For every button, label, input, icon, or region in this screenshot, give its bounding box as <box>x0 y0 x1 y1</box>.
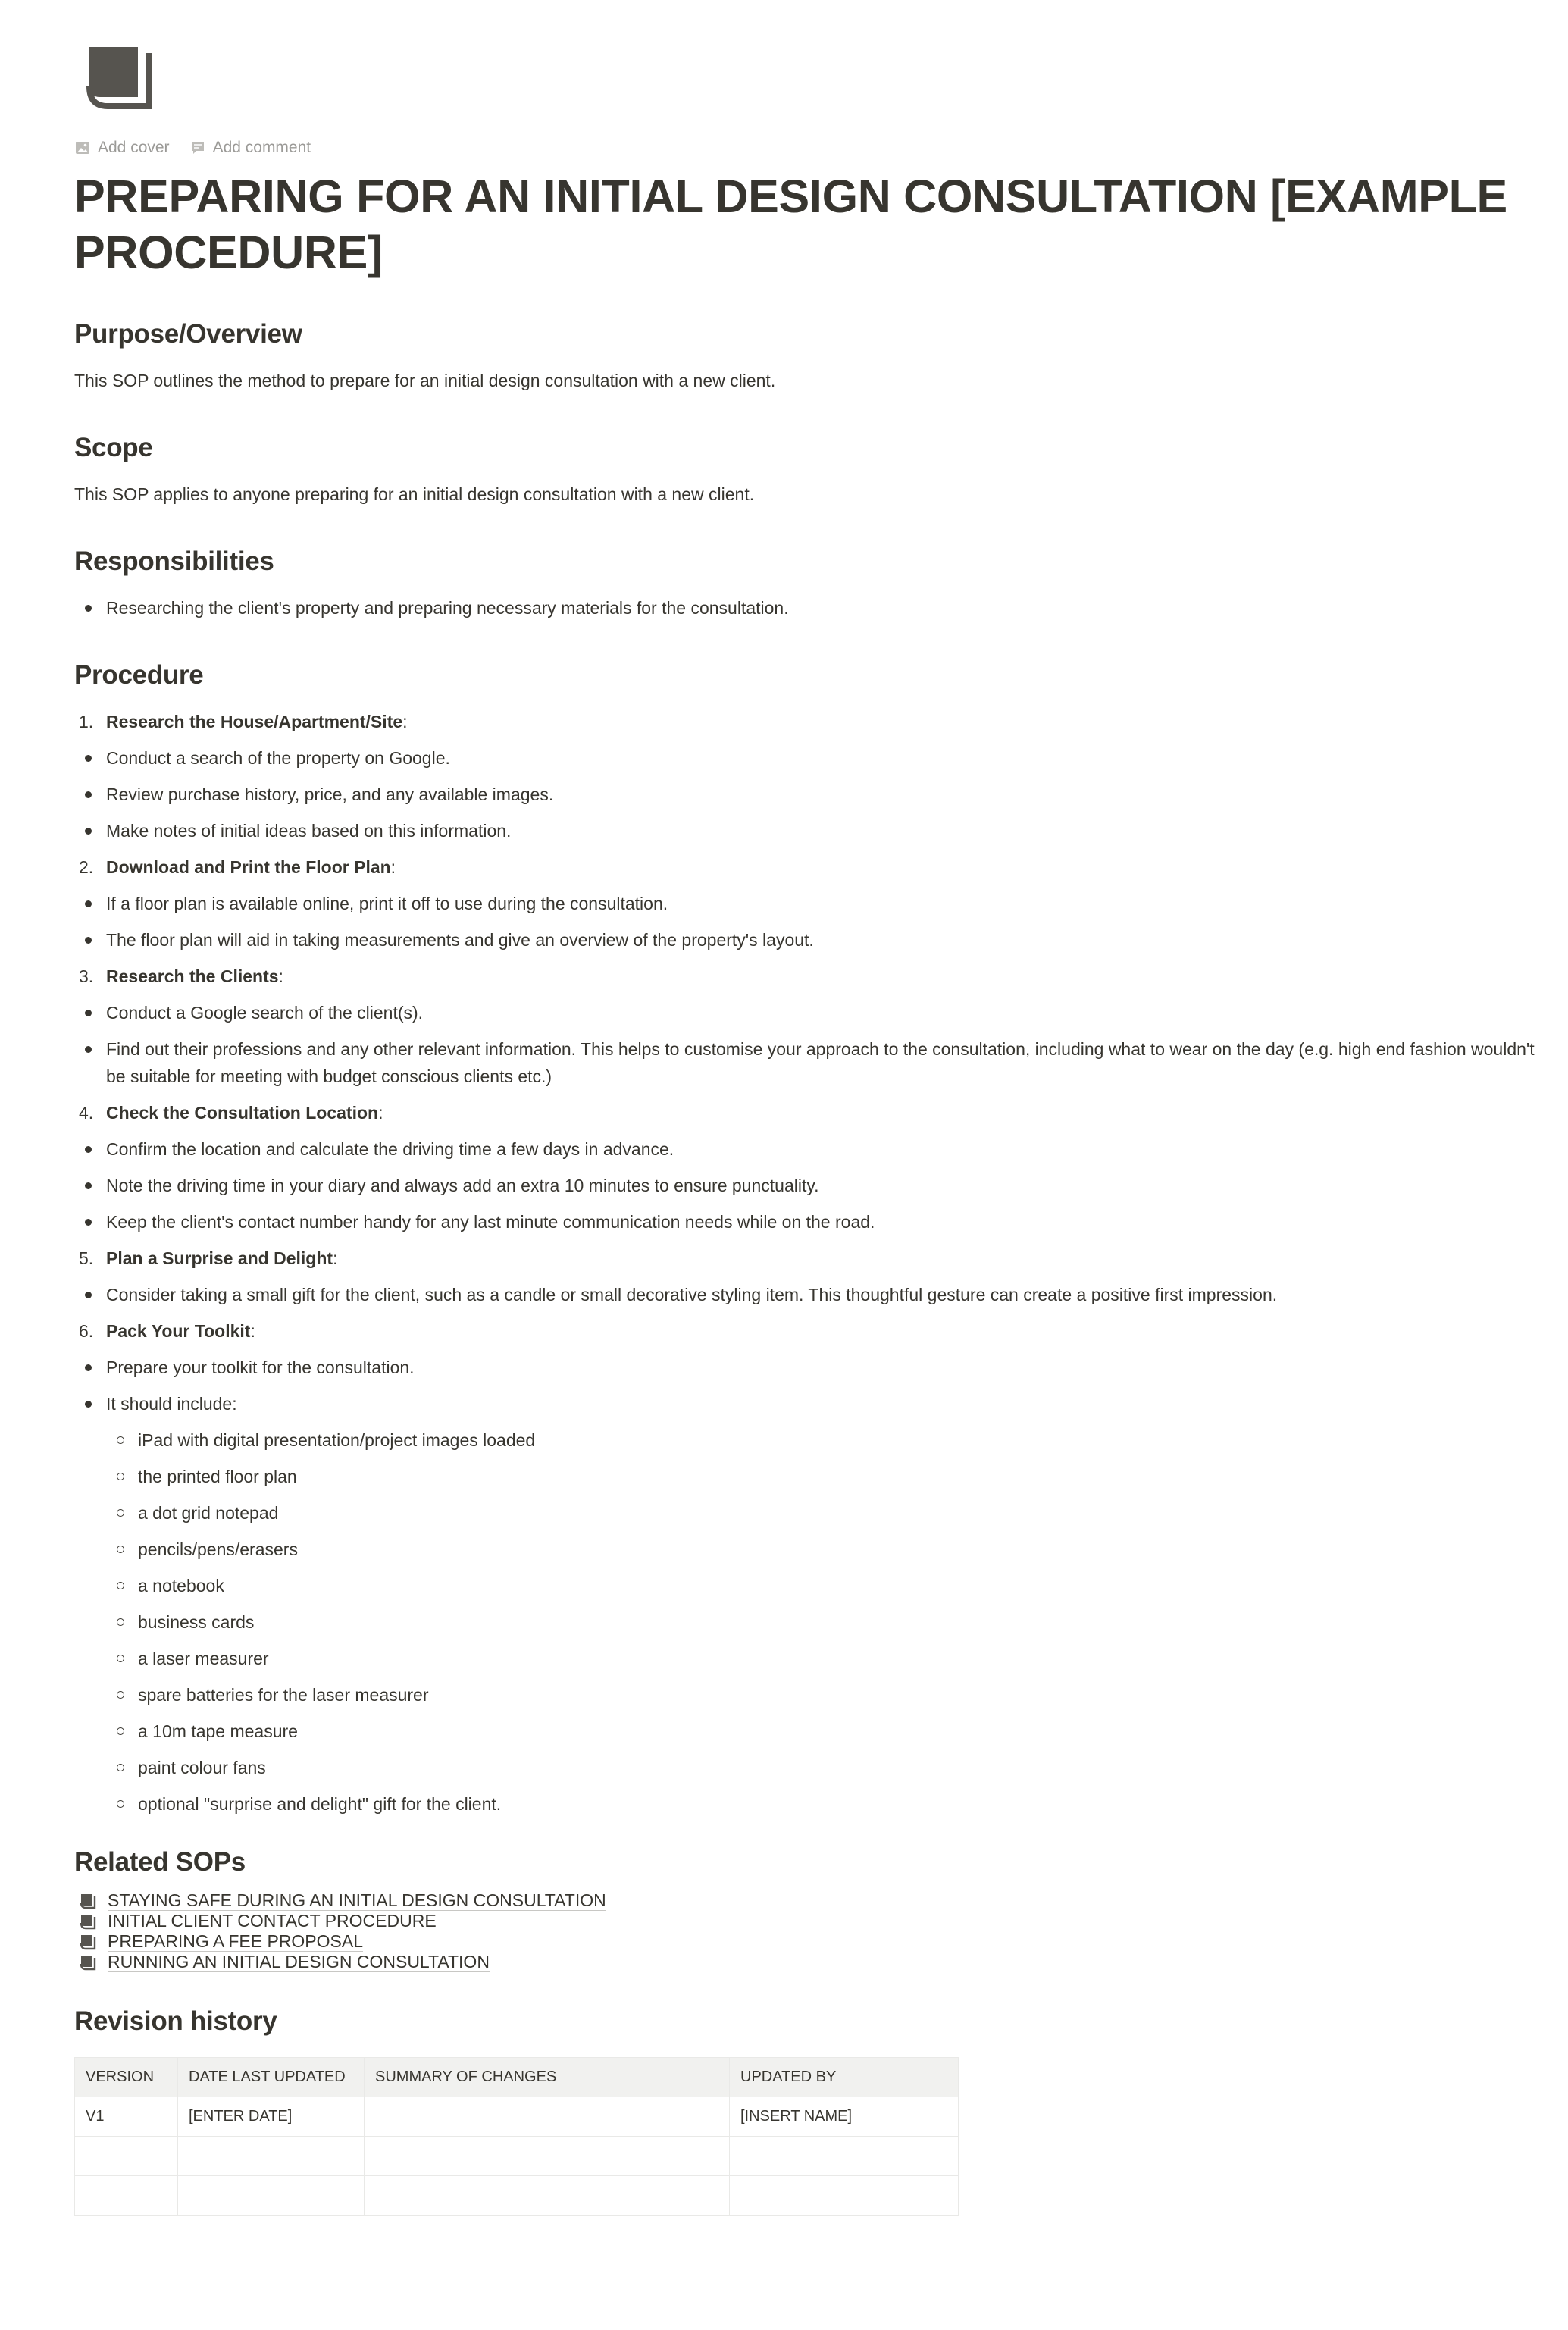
step-title: Check the Consultation Location <box>106 1103 379 1123</box>
table-row <box>75 2097 959 2137</box>
table-cell[interactable]: [ENTER DATE] <box>178 2097 365 2137</box>
list-item: Note the driving time in your diary and always add an extra 10 minutes to ensure punctuality. <box>74 1167 1545 1204</box>
add-cover-button[interactable] <box>74 139 170 157</box>
responsibilities-list <box>74 590 1545 626</box>
add-comment-button[interactable] <box>189 139 311 157</box>
image-icon <box>74 139 91 156</box>
procedure-heading: Procedure <box>74 660 204 690</box>
related-link-label: RUNNING AN INITIAL DESIGN CONSULTATION <box>108 1952 490 1971</box>
table-cell[interactable] <box>178 2137 365 2176</box>
table-cell[interactable] <box>75 2176 178 2216</box>
purpose-heading: Purpose/Overview <box>74 319 302 349</box>
responsibilities-heading: Responsibilities <box>74 546 274 576</box>
add-comment-label: Add comment <box>212 139 311 156</box>
table-cell[interactable]: [INSERT NAME] <box>730 2097 959 2137</box>
step-title: Download and Print the Floor Plan <box>106 857 391 877</box>
page-icon <box>79 1933 97 1951</box>
document-stack-icon <box>85 42 153 114</box>
list-item: Researching the client's property and preparing necessary materials for the consultation. <box>74 590 1545 626</box>
page-icon <box>79 1892 97 1910</box>
toolkit-list <box>106 1422 1545 1822</box>
column-header: UPDATED BY <box>730 2058 959 2097</box>
list-item: Confirm the location and calculate the driving time a few days in advance. <box>74 1131 1545 1167</box>
add-cover-label: Add cover <box>98 139 170 156</box>
step-number: 2. <box>79 857 94 877</box>
related-link[interactable] <box>74 1890 1545 1911</box>
list-item: Review purchase history, price, and any available images. <box>74 776 1545 813</box>
table-cell[interactable] <box>178 2176 365 2216</box>
scope-heading: Scope <box>74 433 153 462</box>
column-header: VERSION <box>75 2058 178 2097</box>
list-item: Keep the client's contact number handy for any last minute communication needs while on the road. <box>74 1204 1545 1240</box>
related-heading: Related SOPs <box>74 1847 246 1877</box>
toolkit-item: pencils/pens/erasers <box>106 1531 1545 1567</box>
toolkit-item: a notebook <box>106 1567 1545 1604</box>
step-number: 6. <box>79 1321 94 1341</box>
list-item: Make notes of initial ideas based on this information. <box>74 813 1545 849</box>
procedure-step: 2. Download and Print the Floor Plan: <box>74 849 1545 885</box>
list-item: Prepare your toolkit for the consultation. <box>74 1349 1545 1386</box>
page-icon <box>79 1912 97 1931</box>
step-number: 4. <box>79 1103 94 1123</box>
related-link-label: STAYING SAFE DURING AN INITIAL DESIGN CONSULTATION <box>108 1890 606 1910</box>
toolkit-item: a laser measurer <box>106 1640 1545 1677</box>
table-cell[interactable] <box>730 2176 959 2216</box>
step-number: 5. <box>79 1248 94 1268</box>
column-header: SUMMARY OF CHANGES <box>365 2058 730 2097</box>
toolkit-item: paint colour fans <box>106 1749 1545 1786</box>
toolkit-item: a 10m tape measure <box>106 1713 1545 1749</box>
toolkit-item: a dot grid notepad <box>106 1495 1545 1531</box>
list-item: It should include: <box>74 1386 1545 1422</box>
page-icon <box>79 1953 97 1971</box>
page-title: PREPARING FOR AN INITIAL DESIGN CONSULTATION [EXAMPLE PROCEDURE] <box>74 171 1507 278</box>
step-number: 3. <box>79 966 94 986</box>
column-header: DATE LAST UPDATED <box>178 2058 365 2097</box>
toolkit-item: optional "surprise and delight" gift for the client. <box>106 1786 1545 1822</box>
table-header-row <box>75 2058 959 2097</box>
related-link[interactable] <box>74 1952 1545 1972</box>
list-item: If a floor plan is available online, print it off to use during the consultation. <box>74 885 1545 922</box>
related-link-label: PREPARING A FEE PROPOSAL <box>108 1931 364 1951</box>
table-row <box>75 2137 959 2176</box>
revision-heading: Revision history <box>74 2006 277 2036</box>
table-cell[interactable] <box>365 2137 730 2176</box>
related-link[interactable] <box>74 1931 1545 1952</box>
procedure-step: 5. Plan a Surprise and Delight: <box>74 1240 1545 1276</box>
table-cell[interactable] <box>365 2176 730 2216</box>
table-cell[interactable] <box>365 2097 730 2137</box>
step-title: Pack Your Toolkit <box>106 1321 251 1341</box>
toolkit-item: the printed floor plan <box>106 1458 1545 1495</box>
list-item: The floor plan will aid in taking measurements and give an overview of the property's layout. <box>74 922 1545 958</box>
procedure-list <box>74 703 1545 1822</box>
revision-table <box>74 2057 959 2216</box>
table-cell[interactable] <box>75 2137 178 2176</box>
toolkit-item: spare batteries for the laser measurer <box>106 1677 1545 1713</box>
toolkit-item: iPad with digital presentation/project images loaded <box>106 1422 1545 1458</box>
step-title: Research the House/Apartment/Site <box>106 712 403 731</box>
scope-text: This SOP applies to anyone preparing for an initial design consultation with a new client. <box>74 484 755 504</box>
list-item: Conduct a search of the property on Google. <box>74 740 1545 776</box>
list-item: Consider taking a small gift for the client, such as a candle or small decorative styling item. This thoughtful gesture can create a positive first impression. <box>74 1276 1545 1313</box>
step-title: Plan a Surprise and Delight <box>106 1248 333 1268</box>
related-link-label: INITIAL CLIENT CONTACT PROCEDURE <box>108 1911 437 1931</box>
purpose-text: This SOP outlines the method to prepare for an initial design consultation with a new client. <box>74 371 776 390</box>
related-link[interactable] <box>74 1911 1545 1931</box>
comment-icon <box>189 139 206 156</box>
procedure-step: 3. Research the Clients: <box>74 958 1545 994</box>
list-item: Conduct a Google search of the client(s). <box>74 994 1545 1031</box>
table-cell[interactable] <box>730 2137 959 2176</box>
list-item: Find out their professions and any other relevant information. This helps to customise your approach to the consultation, including what to wear on the day (e.g. high end fashion wouldn't be suitable for meeting with budget conscious clients etc.) <box>74 1031 1545 1095</box>
step-number: 1. <box>79 712 94 731</box>
procedure-step: 1. Research the House/Apartment/Site: <box>74 703 1545 740</box>
procedure-step: 4. Check the Consultation Location: <box>74 1095 1545 1131</box>
step-title: Research the Clients <box>106 966 279 986</box>
table-row <box>75 2176 959 2216</box>
procedure-step: 6. Pack Your Toolkit: <box>74 1313 1545 1349</box>
table-cell[interactable]: V1 <box>75 2097 178 2137</box>
related-links <box>74 1890 1545 1972</box>
toolkit-item: business cards <box>106 1604 1545 1640</box>
